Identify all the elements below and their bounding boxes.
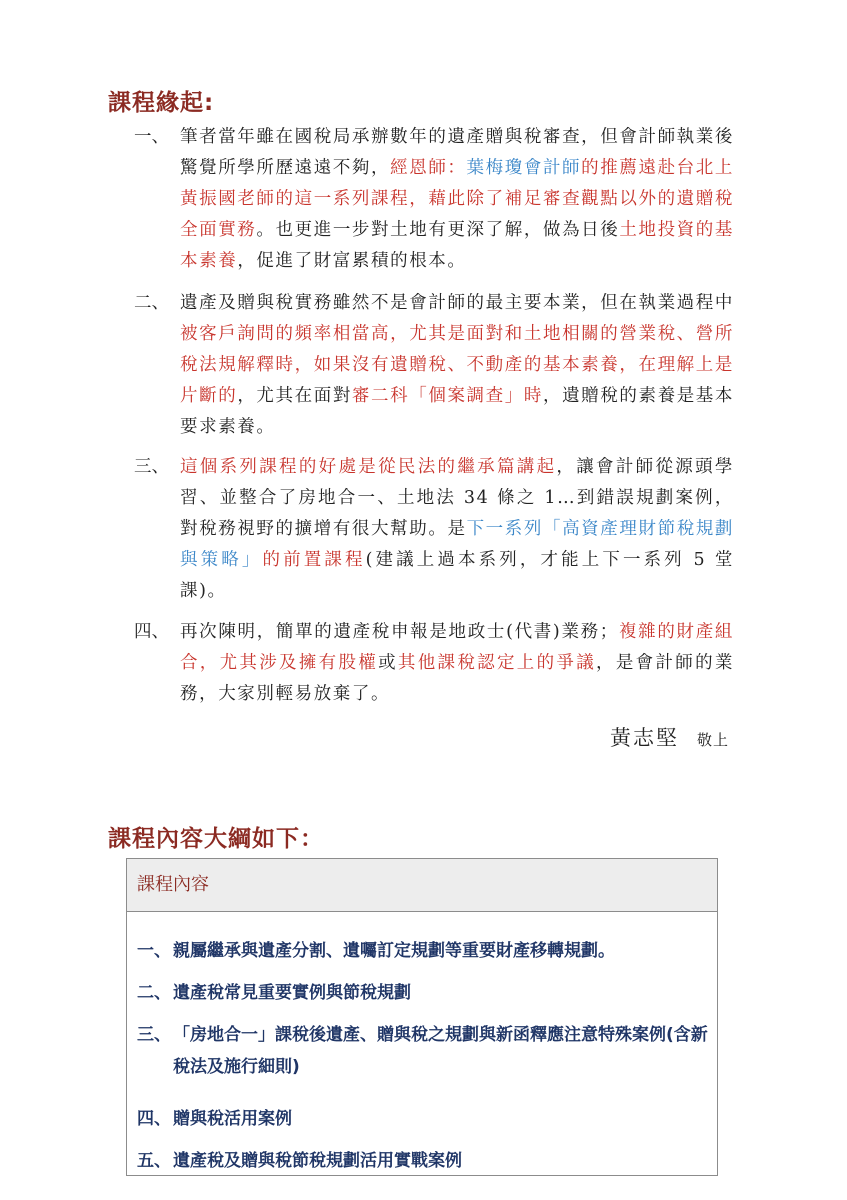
row-number: 二、 [137, 983, 171, 1003]
origin-item-1 [134, 122, 734, 277]
text-segment: 這個系列課程的好處是從民法的繼承篇講起 [180, 457, 557, 477]
text-segment: ，促進了財富累積的根本。 [237, 251, 467, 271]
text-segment: 再次陳明，簡單的遺產稅申報是地政士(代書)業務； [180, 622, 619, 642]
text-segment: 的推薦遠赴台北上黃振國老師的這一系列課程，藉此除了補足審查觀點以外的遺贈稅全面實務 [180, 158, 734, 240]
item-text [180, 122, 734, 277]
item-number: 一、 [134, 127, 169, 147]
section-title-outline: 課程內容大綱如下： [108, 826, 324, 852]
table-row [137, 977, 711, 1009]
origin-item-4 [134, 617, 734, 710]
table-row [137, 1103, 711, 1135]
text-segment: ，尤其在面對 [237, 386, 352, 406]
signature-respect: 敬上 [696, 731, 729, 749]
item-number: 二、 [134, 293, 169, 313]
item-text [180, 617, 734, 710]
text-segment: 複雜的財產組合，尤其涉及擁有股權 [180, 622, 734, 673]
text-segment: ，遺贈稅的素養是基本要求素養。 [180, 386, 734, 437]
origin-item-2 [134, 288, 734, 443]
row-text: 贈與稅活用案例 [173, 1109, 292, 1129]
course-outline-table [126, 858, 718, 1176]
text-segment: 其他課稅認定上的爭議 [397, 653, 597, 673]
signature [610, 722, 729, 752]
row-text: 親屬繼承與遺產分割、遺囑訂定規劃等重要財產移轉規劃。 [173, 941, 615, 961]
row-number: 四、 [137, 1109, 171, 1129]
row-text: 遺產稅及贈與稅節稅規劃活用實戰案例 [173, 1151, 462, 1171]
text-segment: 被客戶詢問的頻率相當高，尤其是面對和土地相關的營業稅、營所稅法規解釋時，如果沒有遺贈稅、不動產的基本素養，在理解上是片斷的 [180, 324, 734, 406]
row-number: 三、 [137, 1025, 171, 1045]
text-segment: 或 [378, 653, 398, 673]
signature-name: 黃志堅 [609, 726, 679, 750]
table-row [137, 935, 711, 967]
section-title-origin: 課程緣起: [108, 90, 215, 116]
text-segment: 葉梅瓊會計師 [466, 158, 582, 178]
item-text [180, 288, 734, 443]
row-number: 一、 [137, 941, 171, 961]
table-row [137, 1019, 711, 1083]
item-text [180, 452, 734, 607]
text-segment: (建議上過本系列，才能上下一系列 5 堂課)。 [180, 550, 734, 601]
text-segment: 土地投資的基本素養 [180, 220, 734, 271]
text-segment: ，讓會計師從源頭學習、並整合了房地合一、土地法 34 條之 1…到錯誤規劃案例，對稅務視野的擴增有很大幫助。是 [180, 457, 734, 539]
table-row [137, 1145, 711, 1177]
text-segment: ，是會計師的業務，大家別輕易放棄了。 [180, 653, 734, 704]
text-segment: 下一系列「高資產理財節稅規劃與策略」 [180, 519, 735, 570]
row-text: 遺產稅常見重要實例與節稅規劃 [173, 983, 411, 1003]
row-number: 五、 [137, 1151, 171, 1171]
text-segment: 遺產及贈與稅實務雖然不是會計師的最主要本業，但在執業過程中 [180, 293, 734, 313]
origin-item-3 [134, 452, 734, 607]
text-segment: 經恩師： [390, 158, 467, 178]
text-segment: 的前置課程 [262, 550, 366, 570]
table-header: 課程內容 [127, 859, 717, 912]
item-number: 三、 [134, 457, 169, 477]
row-text: 「房地合一」課稅後遺產、贈與稅之規劃與新函釋應注意特殊案例(含新稅法及施行細則) [173, 1025, 708, 1077]
text-segment: 審二科「個案調查」時 [351, 386, 543, 406]
item-number: 四、 [134, 622, 169, 642]
text-segment: 。也更進一步對土地有更深了解，做為日後 [256, 220, 620, 240]
text-segment: 筆者當年雖在國稅局承辦數年的遺產贈與稅審查，但會計師執業後驚覺所學所歷遠遠不夠， [180, 127, 734, 178]
